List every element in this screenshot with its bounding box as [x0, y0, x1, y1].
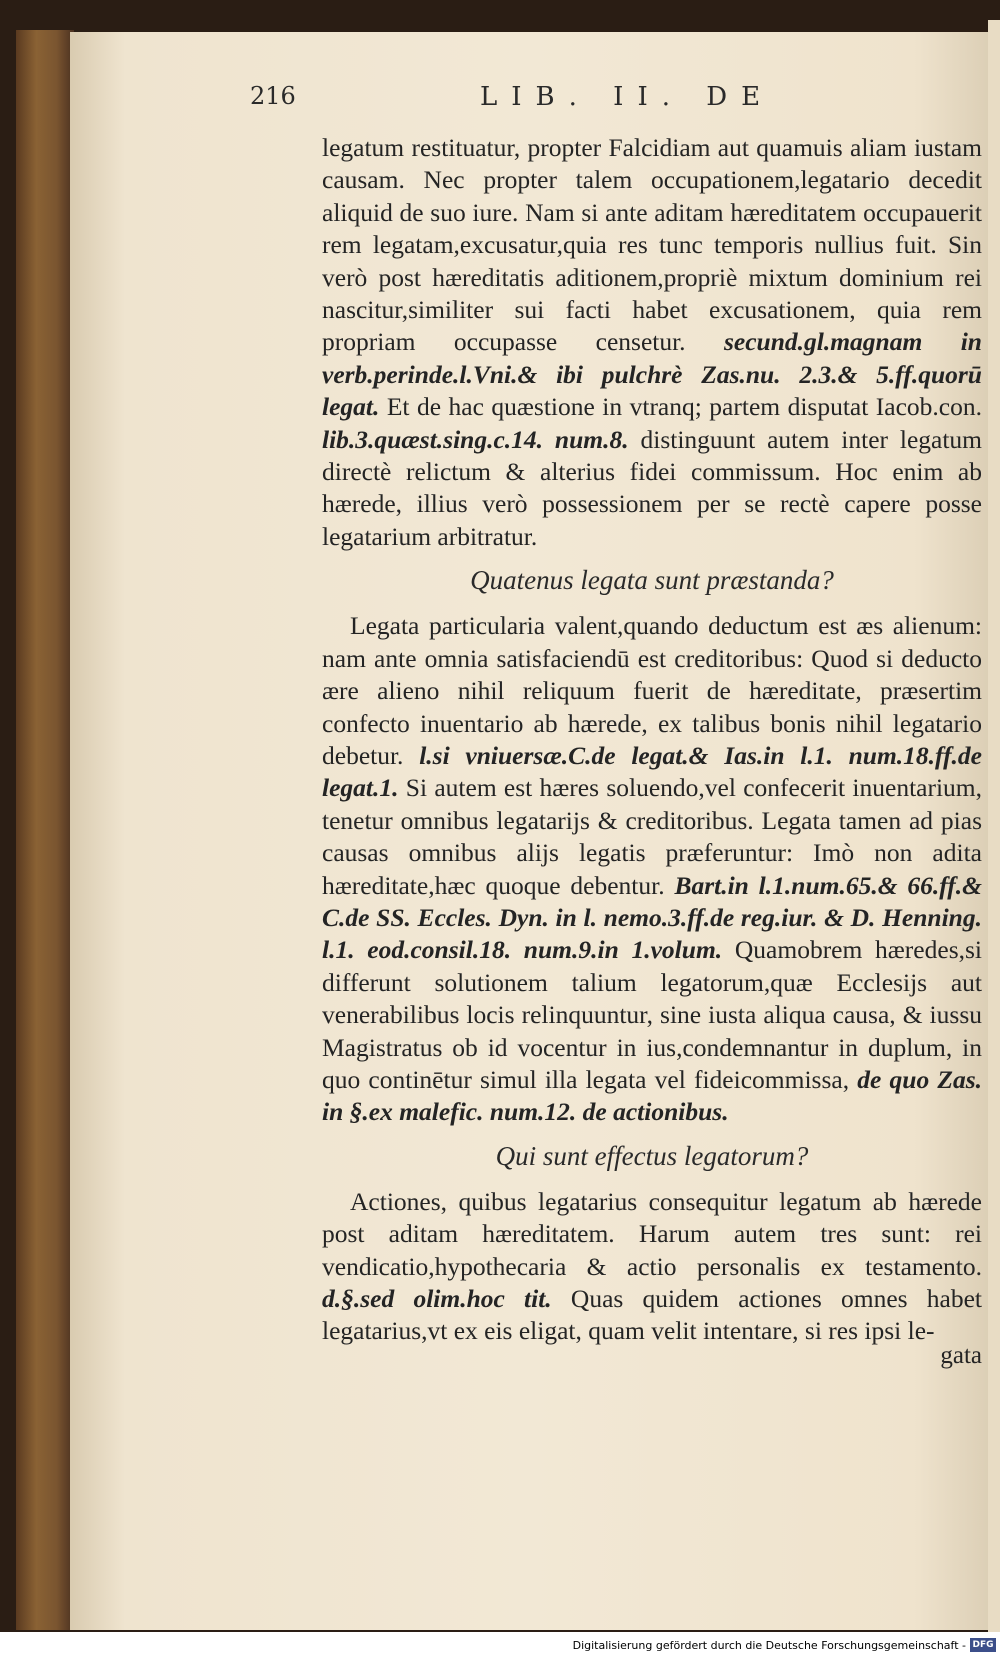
paragraph-text: Et de hac quæstione in vtranq; partem disputat Iacob.con.	[386, 392, 983, 422]
paragraph-text: legatum restituatur, propter Falcidiam aut quamuis aliam iustam causam. Nec propter talem occupationem,legatario decedit aliquid de suo iure. Nam si ante aditam hæreditatem occupauerit rem legatam,excusatur,quia res tunc temporis nullius fuit. Sin verò post hæreditatis aditionem,propriè mixtum dominium rei nascitur,similiter sui facti habet excusationem, quia rem propriam occupasse censetur.	[322, 133, 982, 357]
paragraph-text: Quas quidem actiones omnes habet legatarius,vt ex eis eligat, quam velit intentare, si res ipsi le-	[322, 1284, 983, 1346]
book-spine	[16, 30, 74, 1630]
page-edge	[988, 20, 1000, 1632]
page-number: 216	[250, 82, 296, 110]
citation: d.§.sed olim.hoc tit.	[322, 1284, 552, 1313]
running-title: LIB. II. DE	[480, 82, 775, 112]
citation: Bart.in l.1.num.65.& 66.ff.& C.de SS. Eccles. Dyn. in l. nemo.3.ff.de reg.iur. & D. Henning. l.1. eod.consil.18. num.9.in 1.volum.	[322, 870, 982, 965]
citation: de quo Zas. in §.ex malefic. num.12. de actionibus.	[322, 1064, 982, 1127]
section-heading: Quatenus legata sunt præstanda?	[470, 565, 834, 596]
paragraph-text: Actiones, quibus legatarius consequitur legatum ab hærede post aditam hæreditatem. Harum autem tres sunt: rei vendicatio,hypothecaria & actio personalis ex testamento.	[322, 1186, 982, 1281]
page-header	[250, 82, 950, 122]
section-heading: Qui sunt effectus legatorum?	[495, 1140, 809, 1171]
citation: lib.3.quæst.sing.c.14. num.8.	[322, 424, 629, 454]
funding-credit: Digitalisierung gefördert durch die Deutsche Forschungsgemeinschaft -	[572, 1639, 966, 1652]
paragraph-3	[322, 1186, 982, 1348]
footer-bar	[0, 1636, 1000, 1656]
paragraph-2	[322, 610, 982, 1129]
dfg-logo[interactable]: DFG	[970, 1638, 996, 1652]
text-column	[322, 132, 982, 1348]
citation: l.si vniuersæ.C.de legat.& Ias.in l.1. num.18.ff.de legat.1.	[322, 740, 983, 803]
catchword: gata	[940, 1342, 982, 1369]
paragraph-text: Legata particularia valent,quando deductum est æs alienum: nam ante omnia satisfaciendū est creditoribus: Quod si deducto ære alieno nihil reliquum fuerit de hæreditate, præsertim confecto inuentario ab hærede, ex talibus bonis nihil legatario debetur.	[322, 611, 982, 770]
paragraph-text: Si autem est hæres soluendo,vel confecerit inuentarium, tenetur omnibus legatarijs & creditoribus. Legata tamen ad pias causas omnibus alijs legatis præferuntur: Imò non adita hæreditate,hæc quoque debentur.	[322, 773, 983, 900]
paragraph-1	[322, 132, 982, 553]
citation: secund.gl.magnam in verb.perinde.l.Vni.& ibi pulchrè Zas.nu. 2.3.& 5.ff.quorū legat.	[322, 327, 982, 422]
paragraph-text: distinguunt autem inter legatum directè relictum & alterius fidei commissum. Hoc enim ab hærede, illius verò possessionem per se rectè capere posse legatarium arbitratur.	[322, 424, 983, 551]
paragraph-text: Quamobrem hæredes,si differunt solutionem talium legatorum,quæ Ecclesijs aut venerabilibus locis relinquuntur, sine iusta aliqua causa, & iussu Magistratus ob id vocentur in ius,condemnantur in duplum, in quo continētur simul illa legata vel fideicommissa,	[322, 935, 982, 1094]
